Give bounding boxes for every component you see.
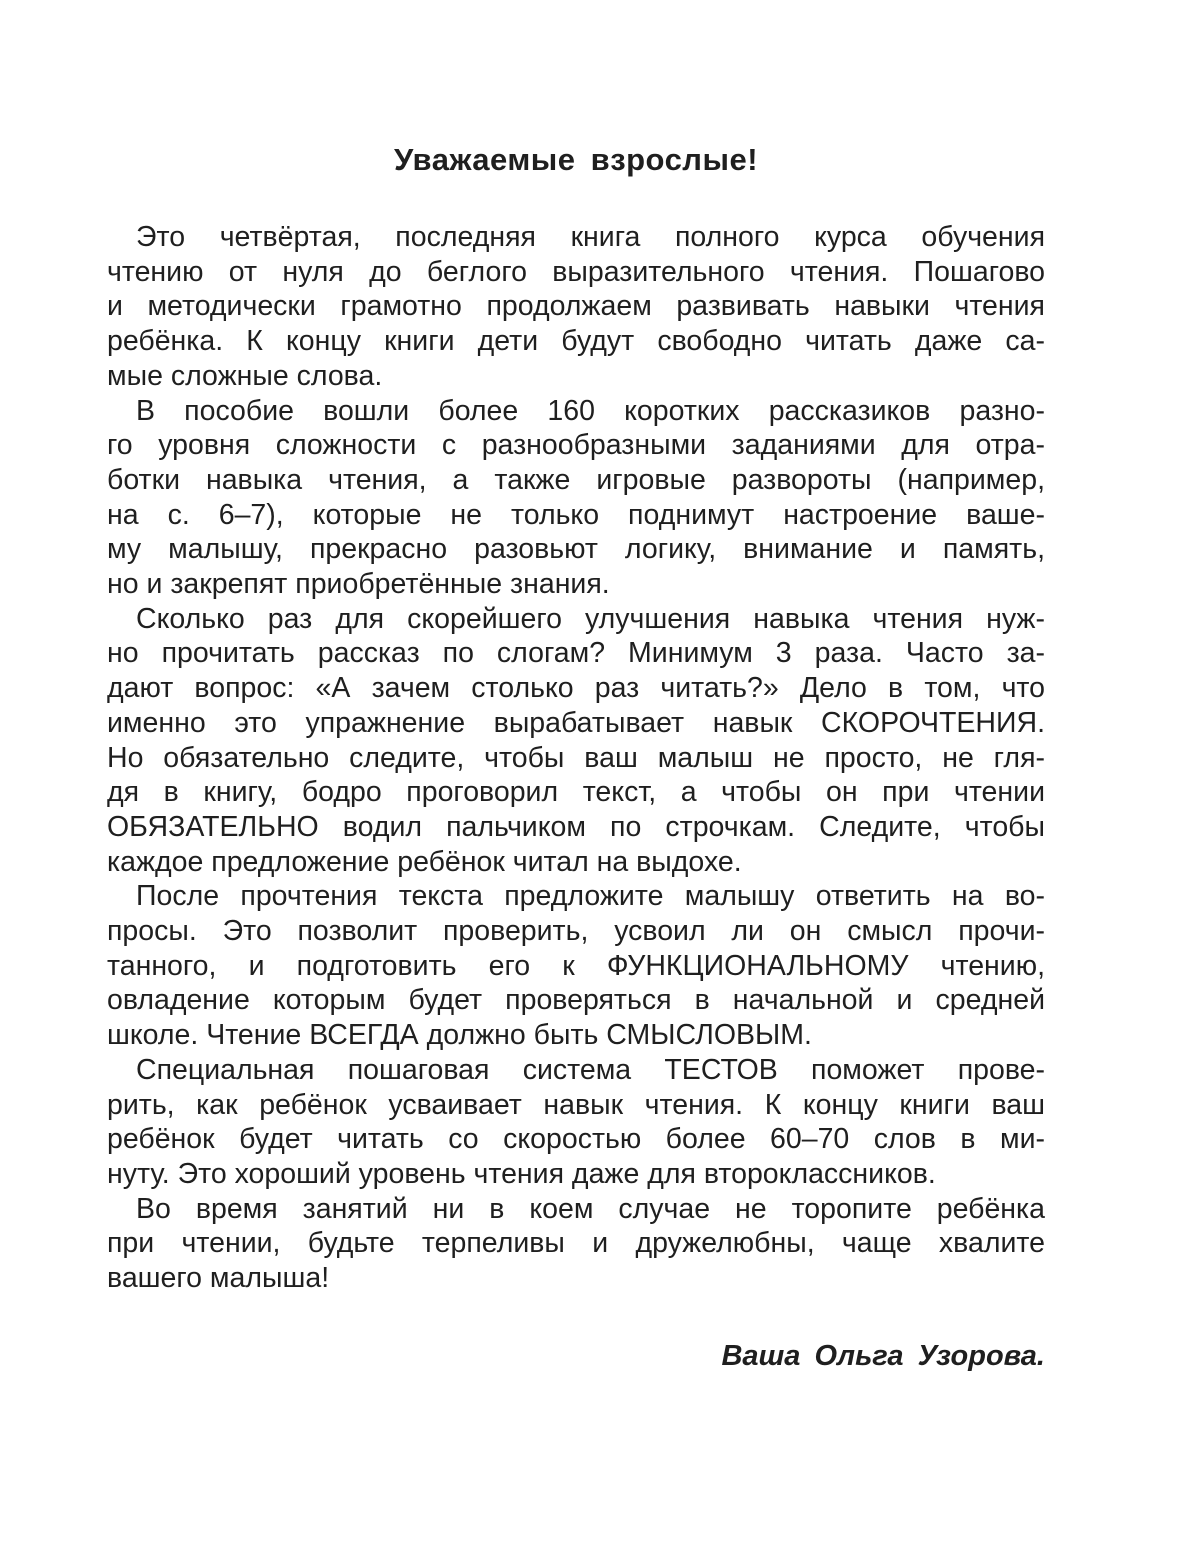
text-line: Во время занятий ни в коем случае не торопите ребёнка: [136, 1192, 1045, 1225]
text-line: чтению от нуля до беглого выразительного чтения. Пошагово: [107, 255, 1045, 288]
text-line: го уровня сложности с разнообразными заданиями для отра-: [107, 429, 1045, 462]
text-line: но прочитать рассказ по слогам? Минимум 3 раза. Часто за-: [107, 637, 1045, 670]
text-line: В пособие вошли более 160 коротких рассказиков разно-: [136, 394, 1045, 427]
text-line: школе. Чтение ВСЕГДА должно быть СМЫСЛОВЫМ.: [107, 1019, 812, 1052]
text-line: му малышу, прекрасно разовьют логику, внимание и память,: [107, 533, 1045, 566]
text-line: Сколько раз для скорейшего улучшения навыка чтения нуж-: [136, 602, 1045, 635]
text-line: Специальная пошаговая система ТЕСТОВ поможет прове-: [136, 1053, 1045, 1086]
text-line: нуту. Это хороший уровень чтения даже для второклассников.: [107, 1157, 936, 1190]
text-line: Но обязательно следите, чтобы ваш малыш не просто, не гля-: [107, 741, 1045, 774]
text-line: рить, как ребёнок усваивает навык чтения. К концу книги ваш: [107, 1088, 1045, 1121]
paragraph: [107, 220, 1045, 394]
text-line: дают вопрос: «А зачем столько раз читать?» Дело в том, что: [107, 672, 1045, 705]
text-line: но и закрепят приобретённые знания.: [107, 568, 610, 601]
text-line: каждое предложение ребёнок читал на выдохе.: [107, 845, 742, 878]
text-line: именно это упражнение вырабатывает навык СКОРОЧТЕНИЯ.: [107, 706, 1045, 739]
text-line: при чтении, будьте терпеливы и дружелюбны, чаще хвалите: [107, 1227, 1045, 1260]
text-line: После прочтения текста предложите малышу ответить на во-: [136, 880, 1045, 913]
text-line: ребёнка. К концу книги дети будут свободно читать даже са-: [107, 325, 1045, 358]
text-line: мые сложные слова.: [107, 359, 383, 392]
text-line: вашего малыша!: [107, 1262, 330, 1295]
body-text: [107, 220, 1045, 1296]
paragraph: [107, 879, 1045, 1053]
text-line: ребёнок будет читать со скоростью более 60–70 слов в ми-: [107, 1123, 1045, 1156]
text-line: ОБЯЗАТЕЛЬНО водил пальчиком по строчкам. Следите, чтобы: [107, 810, 1045, 843]
paragraph: [107, 1192, 1045, 1296]
paragraph: [107, 602, 1045, 880]
text-line: танного, и подготовить его к ФУНКЦИОНАЛЬНОМУ чтению,: [107, 949, 1045, 982]
text-line: ботки навыка чтения, а также игровые развороты (например,: [107, 463, 1045, 496]
text-line: овладение которым будет проверяться в начальной и средней: [107, 984, 1045, 1017]
text-line: Это четвёртая, последняя книга полного курса обучения: [136, 221, 1045, 253]
text-line: просы. Это позволит проверить, усвоил ли он смысл прочи-: [107, 915, 1045, 948]
paragraph: [107, 394, 1045, 602]
page: [107, 140, 1045, 1376]
text-line: и методически грамотно продолжаем развивать навыки чтения: [107, 290, 1045, 323]
text-line: на с. 6–7), которые не только поднимут настроение ваше-: [107, 498, 1045, 531]
text-line: дя в книгу, бодро проговорил текст, а чтобы он при чтении: [107, 776, 1045, 809]
author-signature: Ваша Ольга Узорова.: [721, 1339, 1045, 1372]
paragraph: [107, 1053, 1045, 1192]
page-title: Уважаемые взрослые!: [393, 142, 759, 177]
